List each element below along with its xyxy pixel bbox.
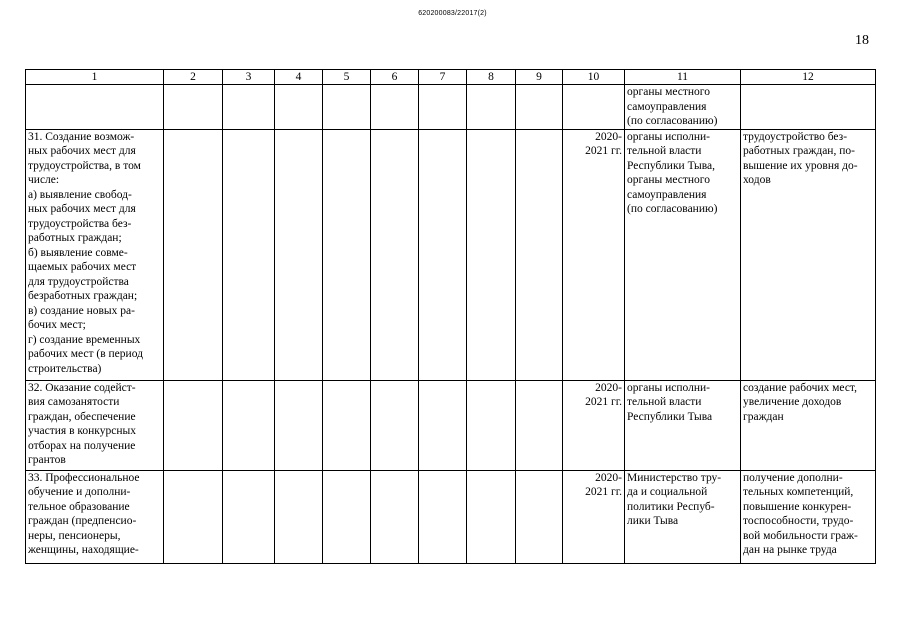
cell-line: работных граждан, по- [743, 145, 855, 157]
cell-line: вышение их уровня до- [743, 159, 858, 172]
empty-cell [164, 85, 223, 130]
empty-cell [419, 129, 467, 380]
cell-line: граждан (предпенсио- [28, 515, 137, 527]
cell-line: безработных граждан; [28, 290, 138, 302]
executor-cell [625, 85, 741, 130]
cell-line: тельной власти [627, 396, 702, 408]
cell-line: да и социальной [627, 486, 708, 498]
result-cell [741, 85, 876, 130]
activity-cell [26, 380, 164, 470]
result-cell [741, 470, 876, 563]
cell-line: создание рабочих мест, [743, 381, 857, 394]
cell-line: повышение конкурен- [743, 500, 852, 513]
column-header: 8 [467, 70, 516, 85]
empty-cell [323, 470, 371, 563]
cell-line: тельной власти [627, 145, 702, 157]
cell-line: отборах на получение [28, 439, 136, 452]
empty-cell [467, 380, 516, 470]
column-header: 12 [741, 70, 876, 85]
cell-line: бочих мест; [28, 319, 86, 331]
cell-line: органы исполни- [627, 381, 710, 394]
cell-line: неры, пенсионеры, [28, 529, 121, 542]
column-header: 5 [323, 70, 371, 85]
table-row [26, 380, 876, 470]
cell-line: граждан [743, 410, 784, 423]
header-row [26, 70, 876, 85]
executor-cell [625, 470, 741, 563]
column-header: 9 [516, 70, 563, 85]
cell-line: самоуправления [627, 188, 707, 201]
cell-line: органы исполни- [627, 130, 710, 143]
empty-cell [419, 380, 467, 470]
cell-line: лики Тыва [627, 515, 679, 527]
cell-line: вой мобильности граж- [743, 529, 858, 542]
cell-line: трудоустройства без- [28, 217, 132, 230]
page-number: 18 [855, 33, 869, 48]
column-header: 2 [164, 70, 223, 85]
empty-cell [467, 129, 516, 380]
cell-line: 2020- [595, 471, 622, 484]
column-header: 11 [625, 70, 741, 85]
activity-cell [26, 470, 164, 563]
column-header: 10 [563, 70, 625, 85]
table-row [26, 129, 876, 380]
cell-line: ходов [743, 174, 771, 186]
cell-line: политики Респуб- [627, 500, 715, 513]
cell-line: органы местного [627, 86, 710, 98]
cell-line: числе: [28, 174, 60, 186]
program-table [25, 69, 876, 564]
cell-line: строительства) [28, 362, 102, 375]
cell-line: граждан, обеспечение [28, 410, 136, 423]
executor-cell [625, 129, 741, 380]
column-header: 3 [223, 70, 275, 85]
cell-line: 2021 гг. [585, 486, 622, 498]
cell-line: Министерство тру- [627, 471, 722, 484]
empty-cell [419, 85, 467, 130]
cell-line: 2020- [595, 130, 622, 143]
column-header: 6 [371, 70, 419, 85]
empty-cell [223, 470, 275, 563]
empty-cell [467, 85, 516, 130]
empty-cell [516, 129, 563, 380]
cell-line: щаемых рабочих мест [28, 261, 137, 273]
cell-line: 32. Оказание содейст- [28, 381, 136, 394]
cell-line: дан на рынке труда [743, 544, 837, 556]
cell-line: рабочих мест (в период [28, 348, 143, 360]
empty-cell [323, 85, 371, 130]
empty-cell [164, 380, 223, 470]
empty-cell [275, 470, 323, 563]
empty-cell [323, 129, 371, 380]
period-cell [563, 380, 625, 470]
cell-line: 2020- [595, 381, 622, 394]
empty-cell [275, 85, 323, 130]
cell-line: в) создание новых ра- [28, 304, 135, 317]
cell-line: (по согласованию) [627, 203, 718, 215]
empty-cell [371, 129, 419, 380]
empty-cell [275, 380, 323, 470]
result-cell [741, 380, 876, 470]
table-row [26, 470, 876, 563]
cell-line: г) создание временных [28, 333, 141, 346]
cell-line: вия самозанятости [28, 396, 120, 408]
cell-line: обучение и дополни- [28, 486, 131, 498]
empty-cell [371, 470, 419, 563]
period-cell [563, 129, 625, 380]
cell-line: 31. Создание возмож- [28, 130, 135, 143]
cell-line: участия в конкурсных [28, 425, 136, 437]
cell-line: б) выявление совме- [28, 246, 128, 259]
empty-cell [275, 129, 323, 380]
cell-line: работных граждан; [28, 232, 122, 244]
empty-cell [371, 380, 419, 470]
cell-line: 2021 гг. [585, 396, 622, 408]
empty-cell [371, 85, 419, 130]
cell-line: тельных компетенций, [743, 486, 854, 498]
empty-cell [164, 129, 223, 380]
activity-cell [26, 129, 164, 380]
empty-cell [223, 380, 275, 470]
cell-line: ных рабочих мест для [28, 145, 136, 157]
cell-line: органы местного [627, 174, 710, 186]
empty-cell [516, 85, 563, 130]
empty-cell [467, 470, 516, 563]
period-cell [563, 470, 625, 563]
activity-cell [26, 85, 164, 130]
empty-cell [516, 470, 563, 563]
cell-line: получение дополни- [743, 471, 843, 484]
empty-cell [223, 129, 275, 380]
document-id: 620200083/22017(2) [418, 10, 487, 17]
column-header: 1 [26, 70, 164, 85]
cell-line: самоуправления [627, 100, 707, 113]
period-cell [563, 85, 625, 130]
cell-line: трудоустройства, в том [28, 159, 141, 172]
table-row [26, 85, 876, 130]
cell-line: тоспособности, трудо- [743, 515, 854, 527]
result-cell [741, 129, 876, 380]
cell-line: грантов [28, 454, 66, 466]
cell-line: (по согласованию) [627, 115, 718, 127]
empty-cell [223, 85, 275, 130]
cell-line: трудоустройство без- [743, 130, 848, 143]
cell-line: тельное образование [28, 500, 130, 513]
cell-line: ных рабочих мест для [28, 203, 136, 215]
cell-line: 2021 гг. [585, 145, 622, 157]
cell-line: а) выявление свобод- [28, 188, 132, 201]
empty-cell [516, 380, 563, 470]
empty-cell [323, 380, 371, 470]
column-header: 4 [275, 70, 323, 85]
cell-line: увеличение доходов [743, 396, 842, 408]
cell-line: 33. Профессиональное [28, 471, 140, 484]
empty-cell [164, 470, 223, 563]
cell-line: Республики Тыва [627, 410, 713, 423]
cell-line: Республики Тыва, [627, 159, 716, 172]
column-header: 7 [419, 70, 467, 85]
cell-line: женщины, находящие- [28, 544, 139, 556]
cell-line: для трудоустройства [28, 275, 129, 288]
executor-cell [625, 380, 741, 470]
empty-cell [419, 470, 467, 563]
